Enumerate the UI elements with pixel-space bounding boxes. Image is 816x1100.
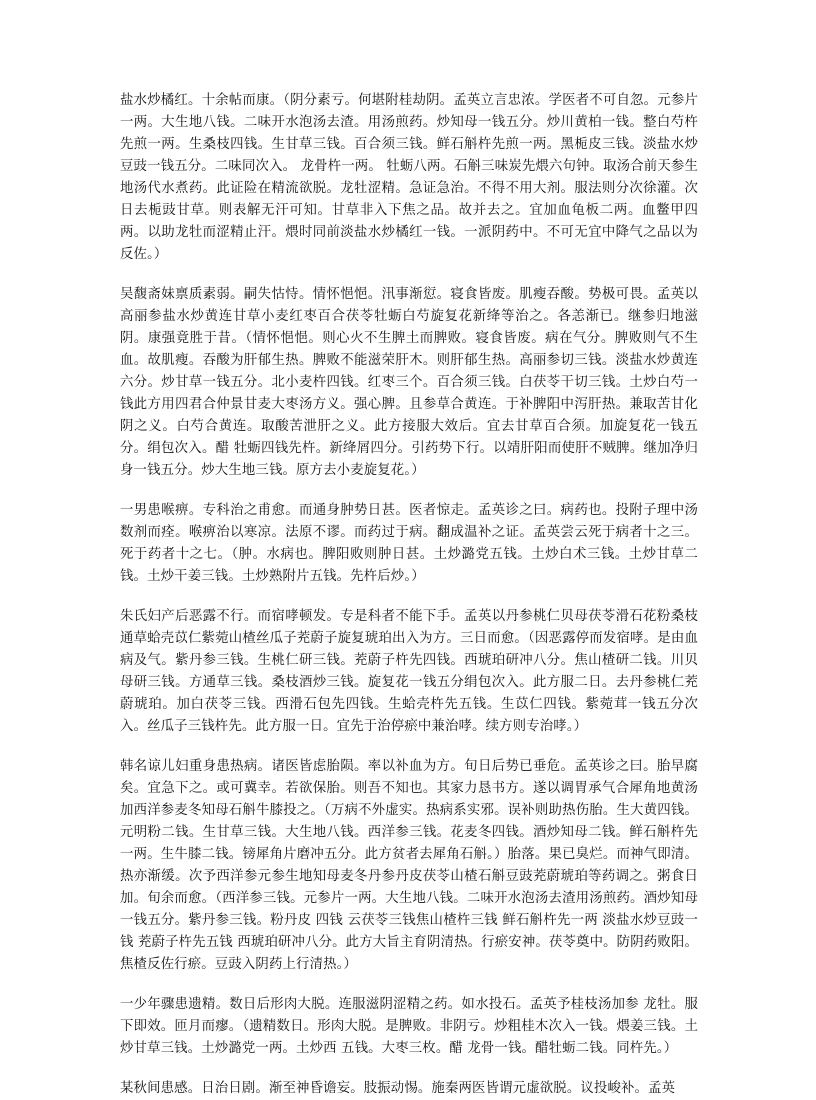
paragraph-2: 吴馥斋妹禀质素弱。嗣失怙恃。情怀悒悒。汛事渐愆。寝食皆废。肌瘦吞酸。势极可畏。孟英以高丽参盐水炒黄连甘草小麦红枣百合茯苓牡蛎白芍旋复花新绛等治之。各恙渐已。继参归地滋阴。康强竟胜于昔。（情怀悒悒。则心火不生脾土而脾败。寝食皆废。病在气分。脾败则气不生血。故肌瘦。吞酸为肝郁生热。脾败不能滋荣肝木。则肝郁生热。高丽参切三钱。淡盐水炒黄连六分。炒甘草一钱五分。北小麦杵四钱。红枣三个。百合须三钱。白茯苓干切三钱。土炒白芍一钱此方用四君合仲景甘麦大枣汤方义。强心脾。且参草合黄连。于补脾阳中泻肝热。兼取苦甘化阴之义。白芍合黄连。取酸苦泄肝之义。此方接服大效后。宜去甘草百合须。加旋复花一钱五分。绢包次入。醋 牡蛎四钱先杵。新绛屑四分。引药势下行。以靖肝阳而使肝不贼脾。继加净归身一钱五分。炒大生地三钱。原方去小麦旋复花。） (120, 287, 698, 478)
paragraph-7: 某秋间患感。日治日剧。渐至神昏谵妄。肢振动惕。施秦两医皆谓元虚欲脱。议投峻补。孟英 (120, 1081, 676, 1096)
paragraph-3: 一男患喉痹。专科治之甫愈。而通身肿势日甚。医者惊走。孟英诊之曰。病药也。投附子理中汤数剂而痊。喉痹治以寒凉。法原不谬。而药过于病。翻成温补之证。孟英尝云死于病者十之三。死于药者十之七。（肿。水病也。脾阳败则肿日甚。土炒潞党五钱。土炒白术三钱。土炒甘草二钱。土炒干姜三钱。土炒熟附片五钱。先杵后炒。） (120, 503, 698, 584)
paragraph-1: 盐水炒橘红。十余帖而康。（阴分素亏。何堪附桂劫阴。孟英立言忠浓。学医者不可自忽。元参片一两。大生地八钱。二味开水泡汤去渣。用汤煎药。炒知母一钱五分。炒川黄柏一钱。整白芍杵先煎一两。生桑枝四钱。生甘草三钱。百合须三钱。鲜石斛杵先煎一两。黑栀皮三钱。淡盐水炒豆豉一钱五分。二味同次入。 龙骨杵一两。 牡蛎八两。石斛三味炭先煨六句钟。取汤合前天参生地汤代水煮药。此证险在精流欲脱。龙牡涩精。急证急治。不得不用大剂。服法则分次徐灌。次日去栀豉甘草。则表解无汗可知。甘草非入下焦之品。故并去之。宜加血龟板二两。血鳖甲四两。以助龙牡而涩精止汗。煨时同前淡盐水炒橘红一钱。一派阴药中。不可无宜中降气之品以为反佐。） (120, 93, 698, 262)
paragraph-5: 韩名谅儿妇重身患热病。诸医皆虑胎陨。率以补血为方。旬日后势已垂危。孟英诊之曰。胎早腐矣。宜急下之。或可冀幸。若欲保胎。则吾不知也。其家力恳书方。遂以调胃承气合犀角地黄汤加西洋参麦冬知母石斛牛膝投之。（万病不外虚实。热病系实邪。误补则助热伤胎。生大黄四钱。元明粉二钱。生甘草三钱。大生地八钱。西洋参三钱。花麦冬四钱。酒炒知母二钱。鲜石斛杵先一两。生牛膝二钱。镑犀角片磨冲五分。此方贫者去犀角石斛。）胎落。果已臭烂。而神气即清。热亦渐缓。次予西洋参元参生地知母麦冬丹参丹皮茯苓山楂石斛豆豉茺蔚琥珀等药调之。粥食日加。旬余而愈。（西洋参三钱。元参片一两。大生地八钱。二味开水泡汤去渣用汤煎药。酒炒知母一钱五分。紫丹参三钱。粉丹皮 四钱 云茯苓三钱焦山楂杵三钱 鲜石斛杵先一两 淡盐水炒豆豉一钱 茺蔚子杵先五钱 西琥珀研冲八分。此方大旨主育阴清热。行瘀安神。茯苓奠中。防阴药败阳。焦楂反佐行瘀。豆豉入阴药上行清热。） (120, 759, 698, 972)
paragraph-6: 一少年骤患遗精。数日后形肉大脱。连服滋阴涩精之药。如水投石。孟英予桂枝汤加参 龙牡。服下即效。匝月而瘳。（遗精数日。形肉大脱。是脾败。非阴亏。炒粗桂木次入一钱。煨姜三钱。土炒甘草三钱。土炒潞党一两。土炒西 五钱。大枣三枚。醋 龙骨一钱。醋牡蛎二钱。同杵先。） (120, 997, 698, 1056)
document-page (120, 90, 698, 1100)
paragraph-4: 朱氏妇产后恶露不行。而宿哮顿发。专是科者不能下手。孟英以丹参桃仁贝母茯苓滑石花粉桑枝通草蛤壳苡仁紫菀山楂丝瓜子茺蔚子旋复琥珀出入为方。三日而愈。（因恶露停而发宿哮。是由血病及气。紫丹参三钱。生桃仁研三钱。茺蔚子杵先四钱。西琥珀研冲八分。焦山楂研二钱。川贝母研三钱。方通草三钱。桑枝酒炒三钱。旋复花一钱五分绢包次入。此方服二日。去丹参桃仁茺蔚琥珀。加白茯苓三钱。西滑石包先四钱。生蛤壳杵先五钱。生苡仁四钱。紫菀茸一钱五分次入。丝瓜子三钱杵先。此方服一日。宜先于治停瘀中兼治哮。续方则专治哮。） (120, 609, 698, 734)
